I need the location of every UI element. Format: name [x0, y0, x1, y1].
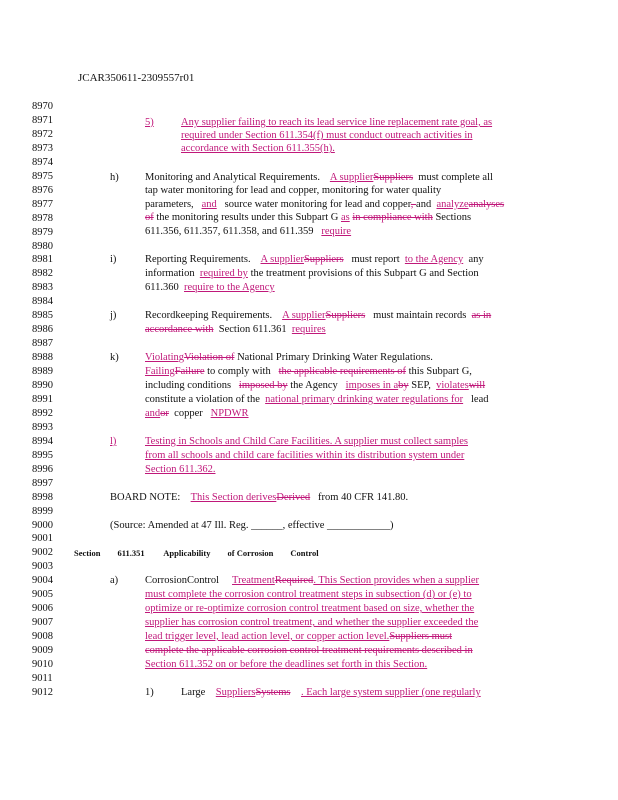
item-a-line-5: lead trigger level, lead action level, or copper action level.Suppliers must: [145, 631, 453, 642]
line-number: 8990: [32, 380, 53, 391]
item-1-label: 1): [145, 687, 154, 698]
item-h-line-1: Monitoring and Analytical Requirements. A supplierSuppliers must complete all: [145, 172, 493, 183]
line-number: 9011: [32, 672, 53, 684]
item-l-line-3: Section 611.362.: [145, 464, 216, 475]
line-number: 9007: [32, 617, 53, 629]
line-number: 8976: [32, 184, 53, 196]
line-number: 8970: [32, 101, 53, 112]
item-h-line-3: parameters, and source water monitoring for lead and copper, and analyzeanalyses: [145, 199, 505, 210]
item-5-line-3: accordance with Section 611.355(h).: [181, 143, 335, 154]
item-a-line-6: complete the applicable corrosion control treatment requirements described in: [145, 645, 473, 656]
line-number: 9001: [32, 533, 53, 545]
line-number: 8982: [32, 268, 53, 280]
item-l-line-2: from all schools and child care facilities within its distribution system under: [145, 450, 465, 461]
line-number: 8978: [32, 212, 53, 224]
line-number: 8975: [32, 170, 53, 182]
item-i-line-1: Reporting Requirements. A supplierSuppliers must report to the Agency any: [145, 254, 484, 265]
item-h-line-5: 611.356, 611.357, 611.358, and 611.359 require: [145, 226, 352, 237]
item-i-label: i): [110, 254, 117, 265]
line-number: 8998: [32, 491, 53, 503]
item-l-label: l): [110, 436, 117, 447]
document-id: JCAR350611-2309557r01: [78, 72, 195, 84]
line-number: 8977: [32, 198, 53, 210]
line-number: 9000: [32, 519, 53, 531]
item-h-label: h): [110, 172, 119, 183]
item-i-line-3: 611.360 require to the Agency: [145, 282, 275, 293]
item-h-line-2: tap water monitoring for lead and copper, monitoring for water quality: [145, 185, 442, 196]
line-number: 9005: [32, 589, 53, 601]
item-1-line-1: Large SuppliersSystems . Each large system supplier (one regularly: [181, 687, 481, 698]
line-number: 8983: [32, 282, 53, 294]
item-i-line-2: information required by the treatment provisions of this Subpart G and Section: [145, 268, 479, 279]
line-number: 8997: [32, 477, 53, 489]
item-5-label: 5): [145, 117, 154, 128]
line-number: 8981: [32, 254, 53, 266]
line-number: 8986: [32, 324, 53, 336]
source-note: (Source: Amended at 47 Ill. Reg. ______, effective ____________): [110, 520, 394, 531]
item-a-line-1: CorrosionControl TreatmentRequired. This Section provides when a supplier: [145, 575, 480, 586]
line-number: 9012: [32, 686, 53, 698]
line-number: 8973: [32, 142, 53, 154]
item-k-line-3: including conditions imposed by the Agency imposes in aby SEP, violateswill: [145, 380, 486, 391]
line-number: 8992: [32, 407, 53, 419]
line-number: 8987: [32, 338, 53, 350]
item-k-line-2: FailingFailure to comply with the applicable requirements of this Subpart G,: [145, 366, 472, 377]
line-number: 8993: [32, 421, 53, 433]
line-number: 9010: [32, 659, 53, 670]
line-number: 8994: [32, 435, 53, 447]
line-number: 8984: [32, 296, 53, 308]
line-number: 9002: [32, 547, 53, 559]
item-a-line-7: Section 611.352 on or before the deadlines set forth in this Section.: [145, 659, 428, 670]
item-k-line-5: andor copper NPDWR: [145, 408, 249, 419]
line-number: 8974: [32, 156, 53, 168]
item-5-line-2: required under Section 611.354(f) must conduct outreach activities in: [181, 130, 473, 141]
item-a-line-3: optimize or re-optimize corrosion control treatment based on size, whether the: [145, 603, 475, 614]
line-number: 8979: [32, 226, 53, 238]
line-number: 8991: [32, 393, 53, 405]
line-number: 8972: [32, 128, 53, 140]
line-number: 9003: [32, 561, 53, 573]
item-k-line-1: ViolatingViolation of National Primary Drinking Water Regulations.: [145, 352, 433, 363]
line-number: 8980: [32, 240, 53, 252]
line-number: 8971: [32, 114, 53, 126]
line-number: 9004: [32, 575, 53, 587]
item-h-line-4: of the monitoring results under this Subpart G as in compliance with Sections: [145, 212, 472, 223]
item-a-line-2: must complete the corrosion control treatment steps in subsection (d) or (e) to: [145, 589, 472, 600]
line-number: 9009: [32, 645, 53, 657]
item-j-line-1: Recordkeeping Requirements. A supplierSuppliers must maintain records as in: [145, 310, 492, 321]
item-l-line-1: Testing in Schools and Child Care Facilities. A supplier must collect samples: [145, 436, 468, 447]
line-number: 8985: [32, 310, 53, 322]
board-note: BOARD NOTE: This Section derivesDerived from 40 CFR 141.80.: [110, 492, 409, 503]
item-5-line-1: Any supplier failing to reach its lead service line replacement rate goal, as: [181, 117, 493, 128]
item-k-label: k): [110, 352, 119, 363]
item-a-label: a): [110, 575, 119, 586]
item-k-line-4: constitute a violation of the national primary drinking water regulations for lead: [145, 394, 489, 405]
line-number: 8995: [32, 449, 53, 461]
item-j-line-2: accordance with Section 611.361 requires: [145, 324, 326, 335]
item-a-line-4: supplier has corrosion control treatment, and whether the supplier exceeded the: [145, 617, 479, 628]
line-number: 8988: [32, 352, 53, 364]
line-number: 8989: [32, 366, 53, 378]
item-j-label: j): [110, 310, 117, 321]
line-number: 9008: [32, 631, 53, 643]
line-number: 8999: [32, 505, 53, 517]
line-number: 9006: [32, 603, 53, 615]
line-number: 8996: [32, 463, 53, 475]
section-heading: Section 611.351 Applicability of Corrosion Control: [74, 548, 319, 558]
